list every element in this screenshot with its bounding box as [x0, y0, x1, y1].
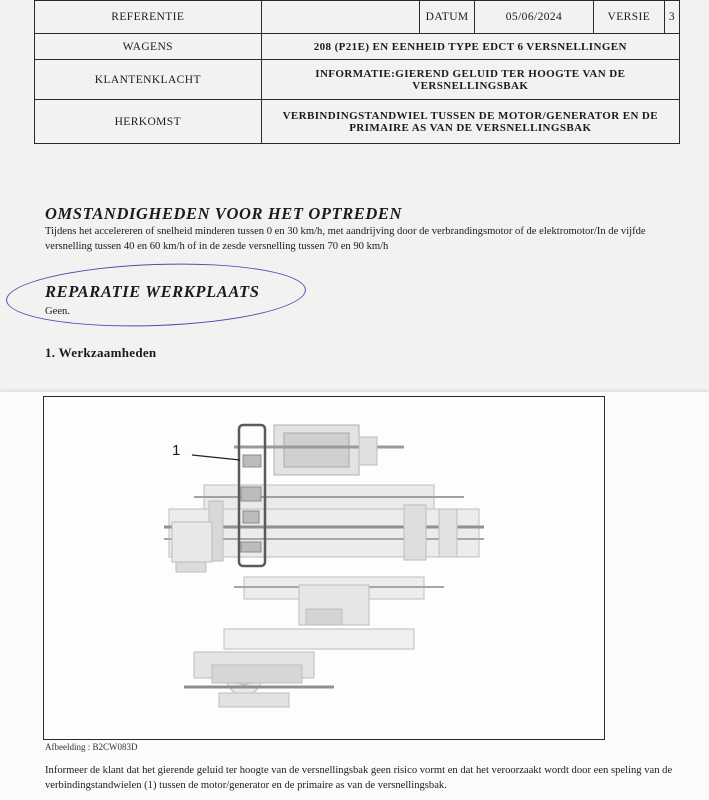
reparatie-text: Geen. [45, 306, 70, 317]
versie-label: VERSIE [593, 1, 664, 34]
callout-leader-line [192, 455, 240, 460]
klantenklacht-label: KLANTENKLACHT [35, 60, 262, 100]
werkzaamheden-title: 1. Werkzaamheden [45, 345, 157, 360]
klantenklacht-line-1: INFORMATIE:GIEREND GELUID TER HOOGTE VAN DE [315, 67, 626, 80]
figure-caption: Afbeelding : B2CW083D [45, 742, 138, 752]
wagens-value: 208 (P21E) EN EENHEID TYPE EDCT 6 VERSNELLINGEN [261, 34, 679, 60]
herkomst-label: HERKOMST [35, 100, 262, 144]
herkomst-value [261, 100, 679, 144]
referentie-value [261, 1, 419, 34]
datum-label: DATUM [420, 1, 475, 34]
header-table [34, 0, 680, 144]
omstandigheden-title: OMSTANDIGHEDEN VOOR HET OPTREDEN [45, 204, 403, 223]
versie-value: 3 [664, 1, 679, 34]
datum-value: 05/06/2024 [475, 1, 594, 34]
herkomst-line-1: VERBINDINGSTANDWIEL TUSSEN DE MOTOR/GENERATOR EN DE [282, 109, 659, 122]
gearbox-cutaway-drawing [44, 397, 604, 739]
wagens-label: WAGENS [35, 34, 262, 60]
reparatie-title: REPARATIE WERKPLAATS [45, 282, 260, 301]
callout-number: 1 [172, 442, 181, 459]
klantenklacht-line-2: VERSNELLINGSBAK [412, 79, 529, 92]
gearbox-figure [43, 396, 605, 740]
klantenklacht-value [261, 60, 679, 100]
omstandigheden-text: Tijdens het accelereren of snelheid minderen tussen 0 en 30 km/h, met aandrijving door de verbrandingsmotor of de elektromotor/In de vijfde versnelling tussen 40 en 60 km/h of in de zesde versnelling tussen 70 en 90 km/h [45, 226, 646, 252]
referentie-label: REFERENTIE [35, 1, 262, 34]
herkomst-line-2: PRIMAIRE AS VAN DE VERSNELLINGSBAK [349, 121, 592, 134]
closing-paragraph: Informeer de klant dat het gierende geluid ter hoogte van de versnellingsbak geen risico vormt en dat het veroorzaakt wordt door een speling van de verbindingstandwielen (1) tussen de motor/generator en de primaire as van de versnellingsbak. [45, 765, 673, 791]
